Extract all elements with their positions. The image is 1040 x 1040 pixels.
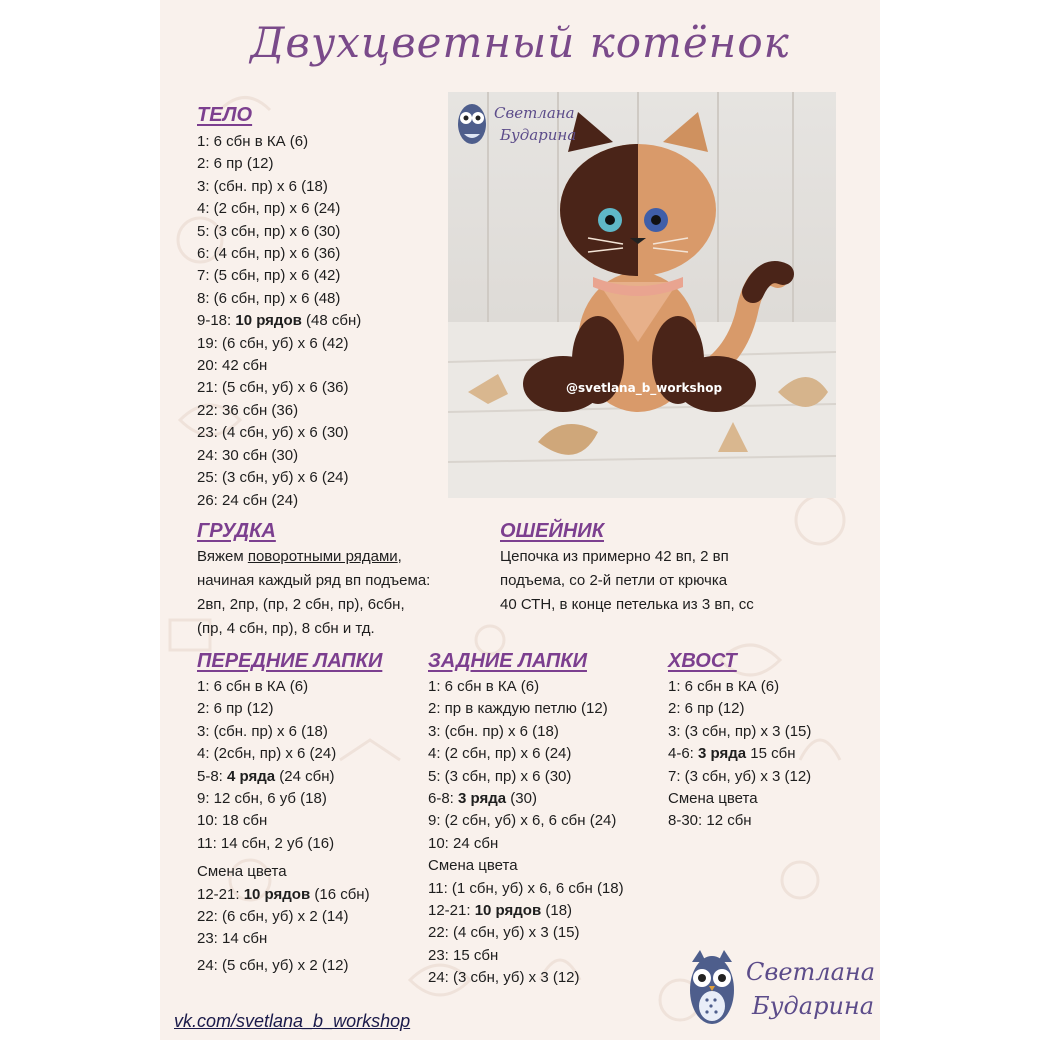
body-row: 20: 42 сбн [197,357,268,375]
tail-row: 2: 6 пр (12) [668,700,745,718]
body-section [197,104,361,512]
owl-logo-large [682,940,878,1036]
body-rows [197,131,361,512]
tail-section [668,650,811,833]
body-row: 5: (3 сбн, пр) х 6 (30) [197,222,341,240]
tail-row: Смена цвета [668,790,758,808]
tail-heading: ХВОСТ [668,650,737,672]
body-row: 2: 6 пр (12) [197,155,274,173]
front-paws-heading: ПЕРЕДНИЕ ЛАПКИ [197,650,383,672]
front-paws-row: 1: 6 сбн в КА (6) [197,678,309,695]
body-row: 3: (сбн. пр) х 6 (18) [197,177,328,195]
collar-line: подъема, со 2-й петли от крючка [500,572,728,589]
hind-paws-row: 3: (сбн. пр) х 6 (18) [428,722,559,740]
hind-paws-row: 6-8: 3 ряда (30) [428,790,537,808]
kitten-photo [448,92,836,498]
front-paws-row: Смена цвета [197,863,287,881]
hind-paws-row: 12-21: 10 рядов (18) [428,902,573,920]
body-row: 19: (6 сбн, уб) х 6 (42) [197,334,349,352]
pattern-sheet [160,0,880,1040]
chest-line: Вяжем поворотными рядами, [197,548,402,565]
hind-paws-row: 5: (3 сбн, пр) х 6 (30) [428,767,572,785]
chest-text [197,545,430,641]
hind-paws-rows [428,676,624,990]
svg-text:Бударина: Бударина [500,126,577,144]
collar-text [500,545,754,617]
front-paws-row: 22: (6 сбн, уб) х 2 (14) [197,908,349,926]
hind-paws-row: Смена цвета [428,857,518,875]
collar-heading: ОШЕЙНИК [500,520,604,542]
chest-section [197,520,430,641]
front-paws-rows-after-color-change [197,861,382,951]
chest-heading: ГРУДКА [197,520,276,542]
body-row: 6: (4 сбн, пр) х 6 (36) [197,245,341,263]
body-row: 1: 6 сбн в КА (6) [197,133,309,150]
collar-section [500,520,754,617]
body-row: 22: 36 сбн (36) [197,401,299,419]
body-row: 7: (5 сбн, пр) х 6 (42) [197,267,341,285]
svg-text:Светлана: Светлана [746,958,875,986]
front-paws-row: 5-8: 4 ряда (24 сбн) [197,767,335,785]
chest-line: начиная каждый ряд вп подъема: [197,572,431,589]
front-paws-row: 2: 6 пр (12) [197,700,274,718]
photo-watermark: @svetlana_b_workshop [566,381,723,395]
chest-line: (пр, 4 сбн, пр), 8 сбн и тд. [197,620,375,637]
front-paws-row: 12-21: 10 рядов (16 сбн) [197,885,370,903]
tail-rows [668,676,811,833]
hind-paws-row: 2: пр в каждую петлю (12) [428,700,608,718]
front-paws-rows [197,676,382,855]
hind-paws-row: 11: (1 сбн, уб) х 6, 6 сбн (18) [428,879,624,897]
body-row: 8: (6 сбн, пр) х 6 (48) [197,289,341,307]
front-paws-row: 23: 14 сбн [197,930,268,948]
front-paws-section [197,650,382,977]
hind-paws-row: 4: (2 сбн, пр) х 6 (24) [428,745,572,763]
tail-row: 4-6: 3 ряда 15 сбн [668,745,796,763]
body-row: 4: (2 сбн, пр) х 6 (24) [197,200,341,218]
chest-line: 2вп, 2пр, (пр, 2 сбн, пр), 6сбн, [197,596,405,613]
page-title: Двухцветный котёнок [250,18,790,67]
front-paws-row: 9: 12 сбн, 6 уб (18) [197,790,327,808]
front-paws-row: 4: (2сбн, пр) х 6 (24) [197,745,337,763]
front-paws-row: 3: (сбн. пр) х 6 (18) [197,722,328,740]
tail-row: 1: 6 сбн в КА (6) [668,678,780,695]
hind-paws-row: 24: (3 сбн, уб) х 3 (12) [428,969,580,987]
hind-paws-row: 1: 6 сбн в КА (6) [428,678,540,695]
collar-line: 40 СТН, в конце петелька из 3 вп, сс [500,596,754,613]
hind-paws-section [428,650,624,990]
hind-paws-row: 10: 24 сбн [428,834,499,852]
body-heading: ТЕЛО [197,104,253,126]
front-paws-row: 10: 18 сбн [197,812,268,830]
collar-line: Цепочка из примерно 42 вп, 2 вп [500,548,729,565]
vk-link[interactable]: vk.com/svetlana_b_workshop [174,1011,411,1031]
svg-text:Бударина: Бударина [752,992,875,1020]
front-paws-row: 11: 14 сбн, 2 уб (16) [197,834,335,852]
front-paws-last-row: 24: (5 сбн, уб) х 2 (12) [197,956,349,974]
body-row: 26: 24 сбн (24) [197,491,299,509]
owl-logo-small [452,94,602,154]
body-row: 24: 30 сбн (30) [197,446,299,464]
body-row: 23: (4 сбн, уб) х 6 (30) [197,424,349,442]
hind-paws-row: 9: (2 сбн, уб) х 6, 6 сбн (24) [428,812,617,830]
body-row: 21: (5 сбн, уб) х 6 (36) [197,379,349,397]
tail-row: 8-30: 12 сбн [668,812,752,830]
tail-row: 7: (3 сбн, уб) х 3 (12) [668,767,812,785]
hind-paws-row: 22: (4 сбн, уб) х 3 (15) [428,924,580,942]
tail-row: 3: (3 сбн, пр) х 3 (15) [668,722,812,740]
body-row: 25: (3 сбн, уб) х 6 (24) [197,469,349,487]
body-row: 9-18: 10 рядов (48 сбн) [197,312,362,330]
hind-paws-row: 23: 15 сбн [428,946,499,964]
svg-text:Светлана: Светлана [494,104,575,122]
hind-paws-heading: ЗАДНИЕ ЛАПКИ [428,650,587,672]
